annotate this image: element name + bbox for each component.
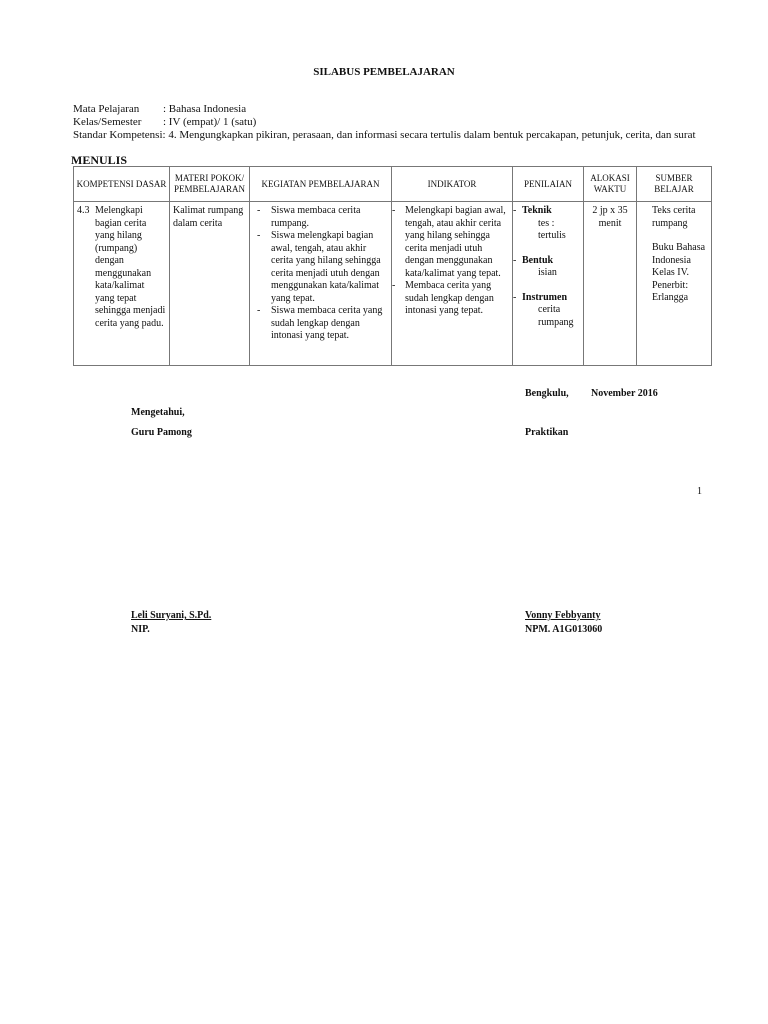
signature-date: November 2016 [591, 388, 658, 399]
header-indikator: INDIKATOR [392, 167, 513, 202]
kegiatan-item: - Siswa melengkapi bagian awal, tengah, atau akhir cerita yang hilang sehingga cerita menjadi utuh dengan menggunakan kata/kalimat yang tepat. [253, 230, 388, 305]
indikator-item: - Melengkapi bagian awal, tengah, atau akhir cerita yang hilang sehingga cerita menjadi utuh dengan menggunakan kata/kalimat yang tepat. [395, 205, 509, 280]
syllabus-table [73, 166, 712, 366]
meta-standard-value: : 4. Mengungkapkan pikiran, perasaan, dan informasi secara tertulis dalam bentuk percakapan, petunjuk, cerita, dan surat [162, 129, 696, 141]
cell-sumber [637, 202, 712, 366]
cell-kegiatan [250, 202, 392, 366]
meta-subject [73, 103, 246, 116]
penilaian-instrumen-value: cerita rumpang [538, 304, 574, 328]
meta-subject-value: : Bahasa Indonesia [163, 103, 247, 115]
penilaian-instrumen-label: - Instrumen [522, 291, 568, 303]
section-heading: MENULIS [71, 153, 128, 167]
left-signer-id: NIP. [131, 624, 150, 635]
left-role-label: Guru Pamong [131, 427, 192, 438]
meta-standard-label: Standar Kompetensi [73, 129, 163, 141]
kd-text: Melengkapi bagian cerita yang hilang (rumpang) dengan menggunakan kata/kalimat yang tepat sehingga menjadi cerita yang padu. [95, 205, 166, 329]
sumber-item: Teks cerita rumpang [652, 205, 696, 229]
cell-materi: Kalimat rumpang dalam cerita [170, 202, 250, 366]
meta-standard [73, 129, 696, 142]
left-signer-name: Leli Suryani, S.Pd. [131, 610, 212, 621]
meta-class-label: Kelas/Semester [73, 116, 142, 128]
document-title: SILABUS PEMBELAJARAN [313, 66, 455, 78]
penilaian-teknik [516, 205, 580, 243]
indikator-item: - Membaca cerita yang sudah lengkap dengan intonasi yang tepat. [395, 280, 509, 318]
penilaian-bentuk-label: - Bentuk [522, 254, 554, 266]
sumber-item: Buku Bahasa Indonesia Kelas IV. Penerbit: Erlangga [652, 242, 706, 303]
penilaian-teknik-value: tes : tertulis [538, 217, 566, 241]
header-materi: MATERI POKOK/ PEMBELAJARAN [170, 167, 250, 202]
cell-alokasi: 2 jp x 35 menit [584, 202, 637, 366]
table-header-row [74, 167, 712, 202]
penilaian-instrumen [516, 292, 580, 330]
penilaian-bentuk-value: isian [538, 267, 557, 278]
cell-kompetensi [74, 202, 170, 366]
kegiatan-item: - Siswa membaca cerita rumpang. [253, 205, 388, 230]
right-signer-id: NPM. A1G013060 [525, 624, 603, 635]
signature-place: Bengkulu, [525, 388, 569, 399]
kd-number: 4.3 [77, 205, 90, 216]
penilaian-teknik-label: - Teknik [522, 205, 552, 216]
meta-class-value: : IV (empat)/ 1 (satu) [163, 116, 257, 128]
meta-class [73, 116, 256, 129]
header-alokasi: ALOKASI WAKTU [584, 167, 637, 202]
header-kompetensi: KOMPETENSI DASAR [74, 167, 170, 202]
header-kegiatan: KEGIATAN PEMBELAJARAN [250, 167, 392, 202]
kegiatan-item: - Siswa membaca cerita yang sudah lengkap dengan intonasi yang tepat. [253, 305, 388, 343]
header-penilaian: PENILAIAN [513, 167, 584, 202]
penilaian-bentuk [516, 255, 580, 280]
left-acknowledge-label: Mengetahui, [131, 407, 185, 418]
meta-subject-label: Mata Pelajaran [73, 103, 140, 115]
cell-penilaian [513, 202, 584, 366]
cell-indikator [392, 202, 513, 366]
right-signer-name: Vonny Febbyanty [525, 610, 601, 621]
header-sumber: SUMBER BELAJAR [637, 167, 712, 202]
table-row [74, 202, 712, 366]
page-number: 1 [697, 486, 702, 497]
right-role-label: Praktikan [525, 427, 569, 438]
